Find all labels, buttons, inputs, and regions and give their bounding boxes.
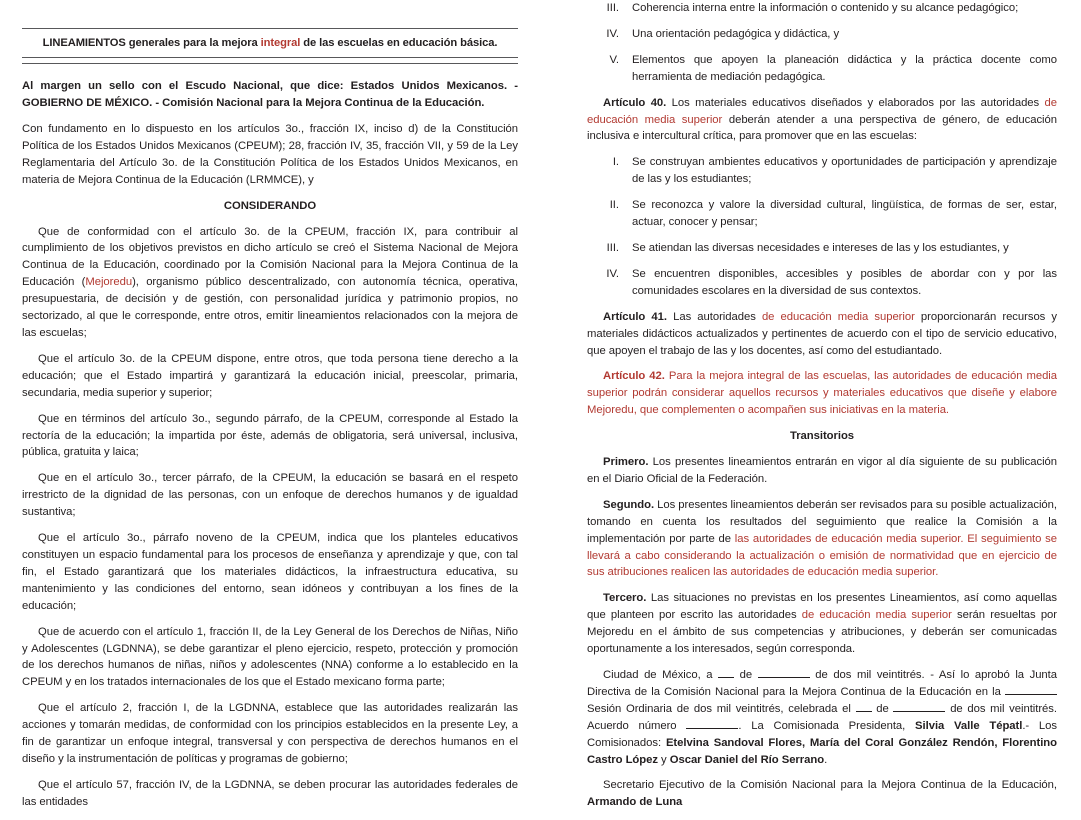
closing-part-4: Sesión Ordinaria de dos mil veintitrés, celebrada el bbox=[587, 702, 856, 715]
list-item bbox=[587, 197, 1057, 231]
list-item-text: Se construyan ambientes educativos y oportunidades de participación y aprendizaje de las y los estudiantes; bbox=[632, 156, 1057, 186]
articulo-42-text: Para la mejora integral de las escuelas, las autoridades de educación media superior podrán considerar aquellos recursos y materiales educativos que diseñe y elabore Mejoredu, que complementen o acompañen sus iniciativas en la materia. bbox=[587, 370, 1057, 417]
document-title-suffix: de las escuelas en educación básica. bbox=[300, 37, 498, 49]
articulo-40-fraction-list bbox=[587, 154, 1057, 299]
comisionados-names: Etelvina Sandoval Flores, María del Coral González Rendón, Florentino Castro López bbox=[587, 736, 1057, 766]
considerando-paragraph-2: Que el artículo 3o. de la CPEUM dispone, entre otros, que toda persona tiene derecho a la educación; que el Estado impartirá y garantizará la educación inicial, preescolar, primaria, secundaria, media superior y superior; bbox=[22, 352, 518, 399]
secretario-text: Secretario Ejecutivo de la Comisión Nacional para la Mejora Continua de la Educación, bbox=[603, 779, 1057, 792]
articulo-41-text-a: Las autoridades bbox=[666, 310, 762, 323]
list-item-text: Una orientación pedagógica y didáctica, y bbox=[632, 27, 840, 40]
transitorio-segundo-label: Segundo. bbox=[603, 498, 655, 511]
considerando-1-text-a: Que de conformidad con el artículo 3o. de la CPEUM, fracción IX, para contribuir al cumplimiento de los objetivos previstos en dicho artículo se creó el Sistema Nacional de Mejora Continua de la Educación, coordinado por la Comisión Nacional para la Mejora Continua de la Educación ( bbox=[22, 225, 518, 289]
comisionada-presidenta-name: Silvia Valle Tépatl bbox=[915, 719, 1023, 732]
masthead-bottom-rule bbox=[22, 57, 518, 64]
list-item-numeral: III. bbox=[606, 2, 619, 14]
transitorio-tercero bbox=[587, 590, 1057, 658]
document-title bbox=[22, 29, 518, 57]
list-item-numeral: II. bbox=[609, 199, 619, 212]
considerando-heading: CONSIDERANDO bbox=[223, 199, 317, 212]
document-title-highlight: integral bbox=[260, 37, 301, 49]
considerando-1-text-b: ), organismo público descentralizado, con autonomía técnica, operativa, presupuestaria, de decisión y de gestión, con personalidad jurídica y patrimonio propios, no sectorizado, al que le corresponde, entre otros, emitir lineamientos relacionados con la mejora de las escuelas; bbox=[22, 276, 519, 340]
transitorio-segundo-red-phrase: las autoridades de educación media superior. El seguimiento se llevará a cabo considerando la actualización o emisión de normatividad que en ejercicio de sus atribuciones realicen las autoridades de educación media superior. bbox=[587, 532, 1057, 579]
blank-line-session bbox=[1005, 694, 1057, 695]
closing-part-5: de bbox=[871, 702, 894, 715]
list-item-text: Se atiendan las diversas necesidades e intereses de las y los estudiantes, y bbox=[632, 241, 1009, 254]
closing-part-3: de dos mil veintitrés. - Así lo aprobó la Junta Directiva de la Comisión Nacional para la Mejora Continua de la Educación en la bbox=[587, 669, 1057, 698]
transitorio-primero-label: Primero. bbox=[603, 456, 649, 469]
comisionado-name-3: Oscar Daniel del Río Serrano bbox=[669, 753, 825, 766]
closing-part-8: .- Los Comisionados: bbox=[587, 719, 1057, 749]
articulo-41-label: Artículo 41. bbox=[603, 310, 667, 323]
list-item-numeral: IV. bbox=[606, 27, 619, 40]
list-item-numeral: I. bbox=[612, 156, 619, 169]
list-item bbox=[587, 0, 1057, 17]
considerando-paragraph-8-truncated: Que el artículo 57, fracción IV, de la LGDNNA, se deben procurar las autoridades federales de las entidades bbox=[22, 778, 518, 808]
transitorio-primero-text: Los presentes lineamientos entrarán en vigor al día siguiente de su publicación en el Diario Oficial de la Federación. bbox=[587, 456, 1057, 485]
articulo-42-label: Artículo 42. bbox=[603, 370, 665, 383]
articulo-41-red-phrase: de educación media superior bbox=[761, 310, 915, 323]
articulo-40-text-a: Los materiales educativos diseñados y elaborados por las autoridades bbox=[666, 96, 1045, 109]
blank-line-month bbox=[758, 677, 810, 678]
blank-line-month-2 bbox=[893, 711, 945, 712]
transitorio-tercero-label: Tercero. bbox=[603, 592, 647, 605]
blank-line-acuerdo bbox=[686, 728, 738, 729]
legal-foundation-paragraph: Con fundamento en lo dispuesto en los artículos 3o., fracción IX, inciso d) de la Constitución Política de los Estados Unidos Mexicanos (CPEUM); 28, fracción IV, 35, fracción VII, y 59 de la Ley Reglamentaria del Artículo 3o. de la Constitución Política de los Estados Unidos Mexicanos, en materia de Mejora Continua de la Educación (LRMMCE), y bbox=[22, 123, 518, 186]
articulo-40-text-b: deberán atender a una perspectiva de género, de educación inclusiva e intercultural crítica, para promover que en las escuelas: bbox=[587, 113, 1057, 143]
list-item-text: Elementos que apoyen la planeación didáctica y la práctica docente como herramienta de mediación pedagógica. bbox=[632, 53, 1057, 83]
list-item-text: Coherencia interna entre la información o contenido y su alcance pedagógico; bbox=[632, 2, 1019, 14]
closing-part-7: . La Comisionada Presidenta, bbox=[738, 719, 916, 732]
closing-signature-paragraph bbox=[587, 667, 1057, 768]
considerando-paragraph-4: Que en el artículo 3o., tercer párrafo, de la CPEUM, la educación se basará en el respeto irrestricto de la dignidad de las personas, con un enfoque de derechos humanos y de igualdad sustantiva; bbox=[22, 472, 518, 519]
closing-part-9: y bbox=[657, 753, 670, 766]
document-title-prefix: LINEAMIENTOS generales para la mejora bbox=[42, 37, 261, 49]
document-masthead bbox=[22, 28, 518, 64]
list-item-numeral: III. bbox=[606, 241, 619, 254]
considerando-paragraph-6: Que de acuerdo con el artículo 1, fracción II, de la Ley General de los Derechos de Niñas, Niño y Adolescentes (LGDNNA), se debe garantizar el pleno ejercicio, respeto, protección y promoción de los derechos humanos de niñas, niños y adolescentes (NNA) conforme a lo establecido en la CPEUM y en los tratados internacionales de los que el Estado mexicano forma parte; bbox=[22, 625, 518, 689]
articulo-42-paragraph bbox=[587, 368, 1057, 419]
articulo-40-paragraph bbox=[587, 95, 1057, 146]
considerando-paragraph-5: Que el artículo 3o., párrafo noveno de la CPEUM, indica que los planteles educativos constituyen un espacio fundamental para los procesos de enseñanza y aprendizaje y que, con tal fin, el Estado garantizará que los materiales didácticos, la infraestructura educativa, su mantenimiento y las condiciones del entorno, sean idóneos y contribuyan a los fines de la educación; bbox=[22, 532, 518, 612]
list-item bbox=[587, 154, 1057, 188]
list-item-text: Se reconozca y valore la diversidad cultural, lingüística, de formas de ser, estar, actuar, conocer y pensar; bbox=[632, 199, 1057, 229]
masthead-spacer bbox=[22, 64, 518, 78]
transitorio-tercero-text-a: Las situaciones no previstas en los presentes Lineamientos, así como aquellas que planteen por escrito las autoridades bbox=[587, 592, 1057, 622]
considerando-paragraph-3: Que en términos del artículo 3o., segundo párrafo, de la CPEUM, corresponde al Estado la rectoría de la educación; la impartida por éste, además de obligatoria, será universal, inclusiva, pública, gratuita y laica; bbox=[22, 412, 518, 459]
secretario-ejecutivo-paragraph bbox=[587, 777, 1057, 811]
blank-line-day-2 bbox=[856, 711, 872, 712]
list-item-text: Se encuentren disponibles, accesibles y posibles de abordar con y por las comunidades escolares en la diversidad de sus contextos. bbox=[632, 267, 1057, 297]
closing-part-6: de dos mil veintitrés. Acuerdo número bbox=[587, 702, 1057, 732]
considerando-paragraph-1 bbox=[22, 224, 518, 342]
list-item bbox=[587, 240, 1057, 257]
transitorios-heading: Transitorios bbox=[789, 430, 855, 443]
blank-line-day bbox=[718, 677, 734, 678]
transitorio-segundo bbox=[587, 497, 1057, 582]
list-item-numeral: V. bbox=[609, 53, 619, 66]
fraction-list-continued bbox=[587, 0, 1057, 86]
preamble-paragraph: Al margen un sello con el Escudo Nacional, que dice: Estados Unidos Mexicanos. - GOBIERNO DE MÉXICO. - Comisión Nacional para la Mejora Continua de la Educación. bbox=[22, 80, 518, 110]
closing-part-2: de bbox=[734, 669, 758, 681]
left-column bbox=[0, 0, 540, 820]
closing-part-10: . bbox=[824, 753, 828, 766]
mejoredu-acronym: Mejoredu bbox=[85, 276, 133, 289]
secretario-name: Armando de Luna bbox=[587, 796, 683, 809]
articulo-41-paragraph bbox=[587, 309, 1057, 360]
list-item bbox=[587, 26, 1057, 43]
articulo-41-text-b: proporcionarán recursos y materiales didácticos actualizados y pertinentes de acuerdo con el tipo de servicio educativo, que apoyen el trabajo de las y los docentes, así como del estudiantado. bbox=[587, 310, 1058, 357]
transitorio-primero bbox=[587, 454, 1057, 488]
transitorio-segundo-text-a: Los presentes lineamientos deberán ser revisados para su posible actualización, tomando en cuenta los resultados del seguimiento que realice la Comisión a la implementación por parte de bbox=[587, 498, 1057, 545]
transitorio-tercero-red-phrase: de educación media superior bbox=[801, 609, 952, 622]
list-item bbox=[587, 52, 1057, 86]
list-item bbox=[587, 266, 1057, 300]
considerando-paragraph-7: Que el artículo 2, fracción I, de la LGDNNA, establece que las autoridades realizarán las acciones y tomarán medidas, de conformidad con los principios establecidos en la presente Ley, a fin de garantizar un enfoque integral, transversal y con perspectiva de derechos humanos en el diseño y la instrumentación de políticas y programas de gobierno; bbox=[22, 702, 518, 765]
articulo-40-red-phrase: de educación media superior bbox=[587, 96, 1058, 126]
articulo-40-label: Artículo 40. bbox=[603, 96, 667, 109]
right-column bbox=[541, 0, 1081, 820]
transitorio-tercero-text-b: serán resueltas por Mejoredu en el ámbito de sus competencias y atribuciones, y deberán ser comunicadas oportunamente a los interesados, según corresponda. bbox=[587, 609, 1057, 656]
list-item-numeral: IV. bbox=[606, 267, 619, 280]
closing-part-1: Ciudad de México, a bbox=[603, 669, 719, 681]
